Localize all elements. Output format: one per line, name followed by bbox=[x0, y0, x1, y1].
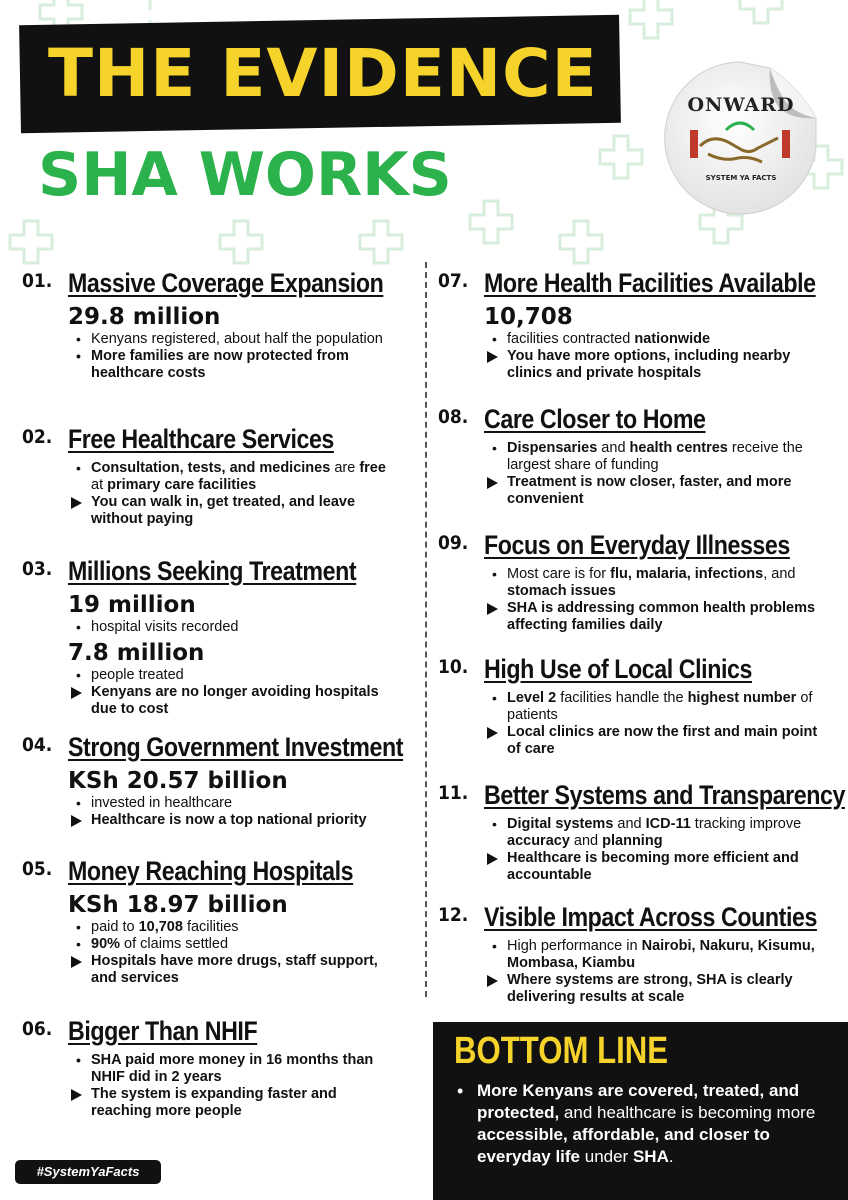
stat-value: 7.8 million bbox=[68, 640, 205, 666]
stat-value: KSh 18.97 billion bbox=[68, 892, 288, 918]
section-number: 07. bbox=[438, 270, 469, 292]
section-heading: Visible Impact Across Counties bbox=[484, 902, 817, 932]
section-number: 08. bbox=[438, 406, 469, 428]
logo-brand-text: ONWARD bbox=[687, 94, 795, 116]
arrow-item: Treatment is now closer, faster, and more convenient bbox=[484, 474, 834, 508]
section-number: 10. bbox=[438, 656, 469, 678]
section-heading: Massive Coverage Expansion bbox=[68, 268, 384, 298]
section-heading: Free Healthcare Services bbox=[68, 424, 334, 454]
bullet-item: • High performance in Nairobi, Nakuru, Kisumu, Mombasa, Kiambu bbox=[484, 938, 834, 972]
arrow-item: Healthcare is now a top national priority bbox=[68, 812, 398, 829]
section-number: 03. bbox=[22, 558, 53, 580]
bullet-item: • Kenyans registered, about half the population bbox=[68, 331, 398, 348]
onward-logo-sticker bbox=[650, 58, 830, 218]
bullet-item: • hospital visits recorded bbox=[68, 619, 398, 636]
page-title: THE EVIDENCE bbox=[48, 35, 598, 112]
bullet-item: • people treated bbox=[68, 667, 398, 684]
section-number: 12. bbox=[438, 904, 469, 926]
bottom-line-title: BOTTOM LINE bbox=[454, 1030, 669, 1072]
section-heading: Focus on Everyday Illnesses bbox=[484, 530, 790, 560]
bullet-item: • Level 2 facilities handle the highest number of patients bbox=[484, 690, 834, 724]
section-heading: High Use of Local Clinics bbox=[484, 654, 752, 684]
section-number: 04. bbox=[22, 734, 53, 756]
section-number: 05. bbox=[22, 858, 53, 880]
column-divider bbox=[425, 262, 427, 997]
arrow-item: You have more options, including nearby clinics and private hospitals bbox=[484, 348, 834, 382]
section-number: 01. bbox=[22, 270, 53, 292]
bullet-item: • Most care is for flu, malaria, infections, and stomach issues bbox=[484, 566, 834, 600]
hashtag-badge: #SystemYaFacts bbox=[15, 1160, 161, 1184]
bullet-item: • paid to 10,708 facilities bbox=[68, 919, 398, 936]
bullet-item: • Consultation, tests, and medicines are free at primary care facilities bbox=[68, 460, 398, 494]
section-number: 09. bbox=[438, 532, 469, 554]
section-heading: Strong Government Investment bbox=[68, 732, 404, 762]
bullet-item: • SHA paid more money in 16 months than NHIF did in 2 years bbox=[68, 1052, 398, 1086]
bullet-item: • 90% of claims settled bbox=[68, 936, 398, 953]
section-heading: Better Systems and Transparency bbox=[484, 780, 845, 810]
bullet-item: • Digital systems and ICD-11 tracking improve accuracy and planning bbox=[484, 816, 834, 850]
arrow-item: Where systems are strong, SHA is clearly delivering results at scale bbox=[484, 972, 834, 1006]
bottom-line-text: • More Kenyans are covered, treated, and protected, and healthcare is becoming more accessible, affordable, and closer to everyday life under SHA. bbox=[455, 1080, 847, 1168]
section-number: 11. bbox=[438, 782, 469, 804]
logo-tagline: SYSTEM YA FACTS bbox=[705, 174, 777, 182]
stat-value: 19 million bbox=[68, 592, 196, 618]
stat-value: 29.8 million bbox=[68, 304, 221, 330]
section-heading: More Health Facilities Available bbox=[484, 268, 816, 298]
arrow-item: You can walk in, get treated, and leave without paying bbox=[68, 494, 398, 528]
bullet-item: • More families are now protected from healthcare costs bbox=[68, 348, 398, 382]
arrow-item: SHA is addressing common health problems affecting families daily bbox=[484, 600, 834, 634]
section-number: 06. bbox=[22, 1018, 53, 1040]
stat-value: 10,708 bbox=[484, 304, 573, 330]
bullet-item: • invested in healthcare bbox=[68, 795, 398, 812]
bullet-item: • facilities contracted nationwide bbox=[484, 331, 834, 348]
arrow-item: Local clinics are now the first and main point of care bbox=[484, 724, 834, 758]
stat-value: KSh 20.57 billion bbox=[68, 768, 288, 794]
arrow-item: The system is expanding faster and reaching more people bbox=[68, 1086, 398, 1120]
section-heading: Bigger Than NHIF bbox=[68, 1016, 258, 1046]
arrow-item: Kenyans are no longer avoiding hospitals due to cost bbox=[68, 684, 398, 718]
bullet-item: • Dispensaries and health centres receive the largest share of funding bbox=[484, 440, 834, 474]
arrow-item: Healthcare is becoming more efficient and accountable bbox=[484, 850, 834, 884]
section-heading: Millions Seeking Treatment bbox=[68, 556, 357, 586]
page-subtitle: SHA WORKS bbox=[38, 140, 452, 210]
section-number: 02. bbox=[22, 426, 53, 448]
section-heading: Money Reaching Hospitals bbox=[68, 856, 354, 886]
section-heading: Care Closer to Home bbox=[484, 404, 706, 434]
arrow-item: Hospitals have more drugs, staff support, and services bbox=[68, 953, 398, 987]
